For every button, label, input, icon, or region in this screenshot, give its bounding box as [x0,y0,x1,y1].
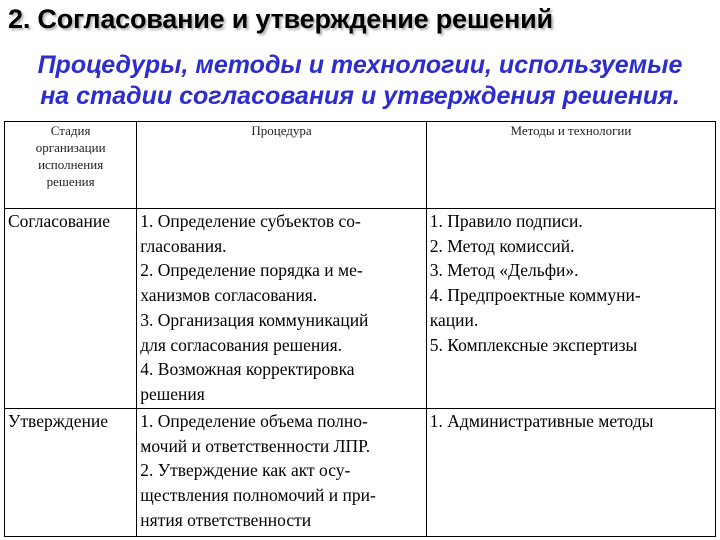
procedure-cell [137,209,427,409]
procedure-line: для согласования решения. [140,334,343,355]
header-stage-line: организации [35,140,106,155]
header-stage-line: решения [46,174,95,189]
methods-cell [426,409,715,537]
procedure-line: 2. Определение порядка и ме- [140,260,363,281]
methods-cell [426,209,715,409]
header-methods: Методы и технологии [426,122,715,209]
subtitle-line-2: на стадии согласования и утверждения решения. [40,82,680,110]
subtitle [10,50,710,112]
procedures-table [4,121,716,537]
methods-line: 5. Комплексные экспертизы [429,334,638,355]
procedure-line: 3. Организация коммуникаций [140,309,369,330]
table-header-row [5,122,716,209]
methods-line: кации. [429,309,479,330]
header-stage-line: Стадия [50,123,91,138]
procedure-line: нятия ответственности [140,509,312,530]
procedure-line: гласования. [140,235,227,256]
procedure-line: 2. Утверждение как акт осу- [140,460,351,481]
stage-cell: Утверждение [5,409,137,537]
subtitle-line-1: Процедуры, методы и технологии, используемые [37,51,683,79]
table-row [5,409,716,537]
methods-line: 2. Метод комиссий. [429,235,575,256]
stage-cell: Согласование [5,209,137,409]
procedure-cell [137,409,427,537]
procedure-line: мочий и ответственности ЛПР. [140,435,371,456]
procedure-line: 1. Определение субъектов со- [140,211,361,231]
methods-line: 1. Административные методы [429,411,654,431]
methods-line: 4. Предпроектные коммуни- [429,285,641,306]
table-row [5,209,716,409]
methods-line: 3. Метод «Дельфи». [429,260,579,281]
procedure-line: 1. Определение объема полно- [140,411,368,431]
procedure-line: решения [140,383,205,404]
page-title: 2. Согласование и утверждение решений [8,4,553,34]
procedure-line: ханизмов согласования. [140,285,318,306]
procedure-line: ществления полномочий и при- [140,485,376,506]
methods-line: 1. Правило подписи. [429,211,583,231]
header-procedure: Процедура [137,122,427,209]
header-stage [5,122,137,209]
procedure-line: 4. Возможная корректировка [140,359,355,380]
header-stage-line: исполнения [38,157,104,172]
